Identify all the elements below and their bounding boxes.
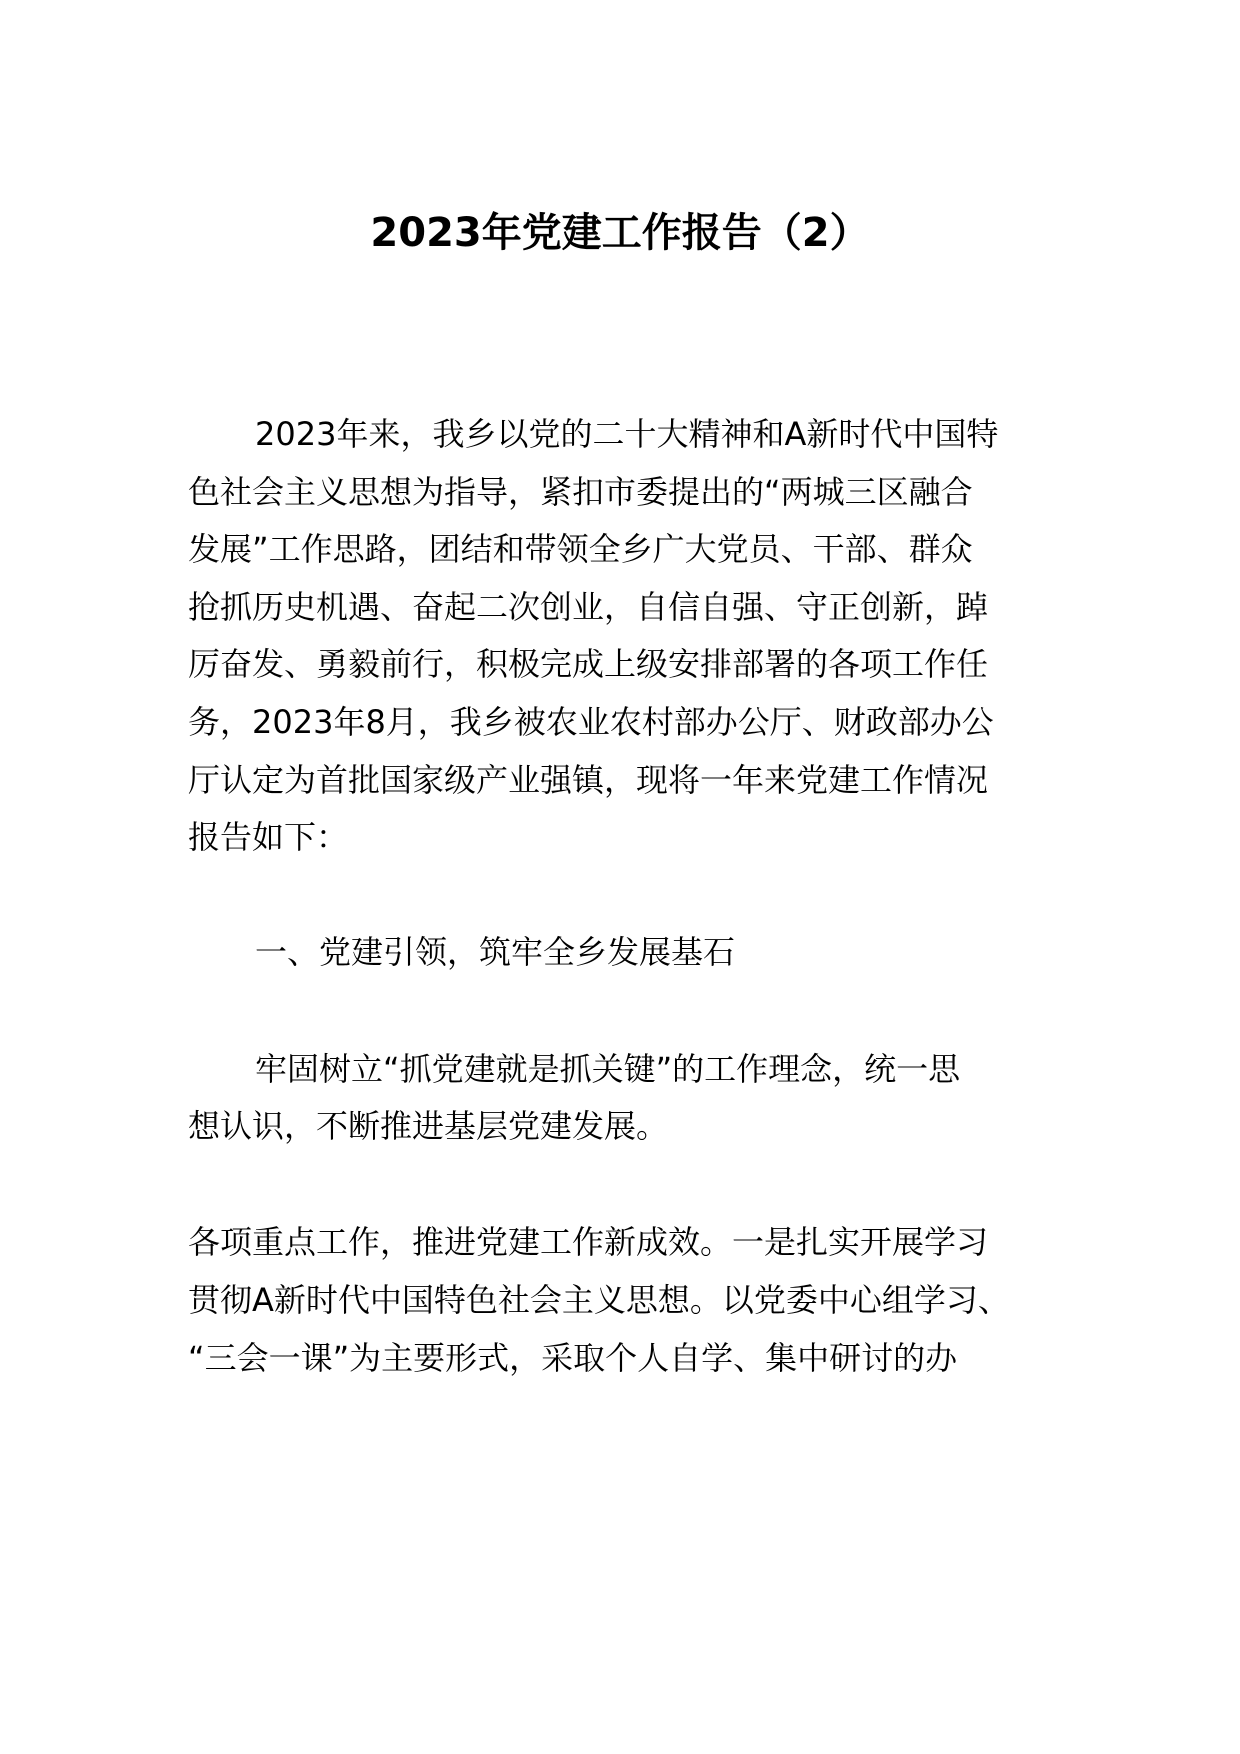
paragraph-line: 报告如下： bbox=[188, 818, 349, 856]
paragraph-line: 厉奋发、勇毅前行，积极完成上级安排部署的各项工作任 bbox=[188, 645, 989, 683]
paragraph-line: 各项重点工作，推进党建工作新成效。一是扎实开展学习 bbox=[188, 1223, 989, 1261]
paragraph-line: 贯彻A新时代中国特色社会主义思想。以党委中心组学习、 bbox=[188, 1281, 1010, 1319]
paragraph-line: “三会一课”为主要形式，采取个人自学、集中研讨的办 bbox=[188, 1339, 958, 1377]
paragraph-line: 2023年来，我乡以党的二十大精神和A新时代中国特 bbox=[255, 415, 999, 453]
paragraph-line: 务，2023年8月，我乡被农业农村部办公厅、财政部办公 bbox=[188, 703, 994, 741]
document-title: 2023年党建工作报告（2） bbox=[370, 210, 870, 256]
paragraph-line: 抢抓历史机遇、奋起二次创业，自信自强、守正创新，踔 bbox=[188, 588, 989, 626]
paragraph-line: 厅认定为首批国家级产业强镇，现将一年来党建工作情况 bbox=[188, 761, 989, 799]
paragraph-line: 色社会主义思想为指导，紧扣市委提出的“两城三区融合 bbox=[188, 473, 973, 511]
paragraph-line: 牢固树立“抓党建就是抓关键”的工作理念，统一思 bbox=[255, 1050, 961, 1088]
section-heading: 一、党建引领，筑牢全乡发展基石 bbox=[255, 933, 736, 971]
paragraph-line: 发展”工作思路，团结和带领全乡广大党员、干部、群众 bbox=[188, 530, 973, 568]
paragraph-line: 想认识，不断推进基层党建发展。 bbox=[188, 1107, 669, 1145]
